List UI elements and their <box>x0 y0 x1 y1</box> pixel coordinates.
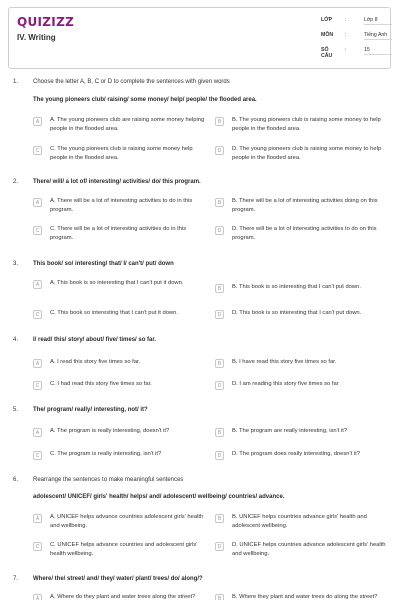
option-text: B. There will be a lot of interesting activities doing on this program. <box>232 198 378 213</box>
option-letter-box: B <box>215 284 224 293</box>
worksheet-title: IV. Writing <box>17 33 56 42</box>
option-text: A. The young pioneers club are raising some money helping people in the flooded area. <box>50 117 205 132</box>
option-text: D. I am reading this story five times so far <box>232 381 339 387</box>
option-letter-box: B <box>215 594 224 600</box>
option-letter-box: D <box>215 226 224 235</box>
meta-label: SỐ CÂU <box>321 47 333 59</box>
option-letter-box: C <box>33 381 42 390</box>
option-letter-box: C <box>33 542 42 551</box>
quizizz-logo: QUIZIZZ <box>17 15 75 29</box>
option-letter-box: B <box>215 117 224 126</box>
option-letter-box: B <box>215 198 224 207</box>
option-text: B. The young pioneers club is raising some money to help people in the flooded area. <box>232 117 381 132</box>
option-letter-box: D <box>215 310 224 319</box>
option-text: D. This book is so interesting that I can't put down. <box>232 310 362 316</box>
question-number: 2. <box>13 179 19 185</box>
option-text: D. The program does really interesting, doesn't it? <box>232 451 360 457</box>
option-text: B. I have read this story five times so far. <box>232 359 337 365</box>
option-text: A. This book is so interesting that I can't put it down. <box>50 280 184 286</box>
question-text: The/ program/ really/ interesting, not/ it? <box>33 407 148 413</box>
option-letter-box: B <box>215 514 224 523</box>
question-text: I/ read/ this/ story/ about/ five/ times/ so far. <box>33 337 157 343</box>
option-text: A. The program is really interesting, doesn't it? <box>50 428 170 434</box>
option-letter-box: D <box>215 451 224 460</box>
option-text: C. This book so interesting that I can't put it down. <box>50 310 178 316</box>
question-text: adolescent/ UNICEF/ girls' health/ helps/ and/ adolescent/ wellbeing/ countries/ advance. <box>33 494 285 500</box>
question-text: This book/ so/ interesting/ that/ I/ can't/ put/ down <box>33 261 174 267</box>
option-letter-box: A <box>33 428 42 437</box>
option-letter-box: A <box>33 514 42 523</box>
meta-label: MÔN <box>321 32 334 38</box>
option-text: C. The young pioneers club is raising some money help people in the flooded area. <box>50 146 193 161</box>
meta-label: LỚP <box>321 17 333 23</box>
worksheet-header: QUIZIZZ IV. Writing LỚP : Lớp 8 MÔN : Tiếng Anh SỐ CÂU : 15 <box>8 7 391 69</box>
question-number: 5. <box>13 407 19 413</box>
option-text: C. I had read this story five times so far. <box>50 381 152 387</box>
option-text: B. UNICEF helps countries advance girls' health and adolescent wellbeing. <box>232 514 367 529</box>
option-text: B. Where they plant and water trees do along the street? <box>232 594 378 600</box>
option-text: A. There will be a lot of interesting activities to do in this program. <box>50 198 193 213</box>
option-letter-box: B <box>215 428 224 437</box>
option-letter-box: C <box>33 146 42 155</box>
question-number: 3. <box>13 261 19 267</box>
option-text: D. There will be a lot of interesting activities to do on this program. <box>232 226 377 241</box>
option-letter-box: D <box>215 381 224 390</box>
option-text: A. I read this story five times so far. <box>50 359 141 365</box>
option-text: C. UNICEF helps advance countries and adolescent girls' health wellbeing. <box>50 542 198 557</box>
option-text: B. This book is so interesting that I can't put down. <box>232 284 361 290</box>
option-text: A. UNICEF helps advance countries adolescent girls' health and wellbeing. <box>50 514 204 529</box>
question-text: There/ will/ a lot of/ interesting/ activities/ do/ this program. <box>33 179 201 185</box>
option-text: D. The young pioneers club is raising some money to help people in the flooded area. <box>232 146 382 161</box>
meta-value: Lớp 8 <box>364 17 378 23</box>
question-number: 6. <box>13 477 19 483</box>
question-text: Where/ the/ street/ and/ they/ water/ plant/ trees/ do/ along/? <box>33 576 203 582</box>
option-letter-box: D <box>215 146 224 155</box>
option-letter-box: C <box>33 226 42 235</box>
question-number: 7. <box>13 576 19 582</box>
question-number: 4. <box>13 337 19 343</box>
option-letter-box: A <box>33 198 42 207</box>
option-letter-box: A <box>33 594 42 600</box>
option-text: A. Where do they plant and water trees along the street? <box>50 594 196 600</box>
option-letter-box: A <box>33 280 42 289</box>
option-letter-box: A <box>33 359 42 368</box>
option-letter-box: B <box>215 359 224 368</box>
option-text: C. The program is really interesting, isn't it? <box>50 451 162 457</box>
option-letter-box: D <box>215 542 224 551</box>
question-instruction: Rearrange the sentences to make meaningful sentences <box>33 477 184 483</box>
meta-value: Tiếng Anh <box>364 32 388 38</box>
question-instruction: Choose the letter A, B, C or D to complete the sentences with given words <box>33 79 230 85</box>
option-text: D. UNICEF helps countries advance adolescent girls' health and wellbeing. <box>232 542 386 557</box>
option-letter-box: C <box>33 310 42 319</box>
question-text: The young pioneers club/ raising/ some money/ help/ people/ the flooded area. <box>33 97 257 103</box>
option-letter-box: C <box>33 451 42 460</box>
meta-value: 15 <box>364 47 370 53</box>
question-number: 1. <box>13 79 19 85</box>
option-letter-box: A <box>33 117 42 126</box>
option-text: B. The program are really interesting, isn't it? <box>232 428 348 434</box>
option-text: C. There will be a lot of interesting activities do in this program. <box>50 226 187 241</box>
